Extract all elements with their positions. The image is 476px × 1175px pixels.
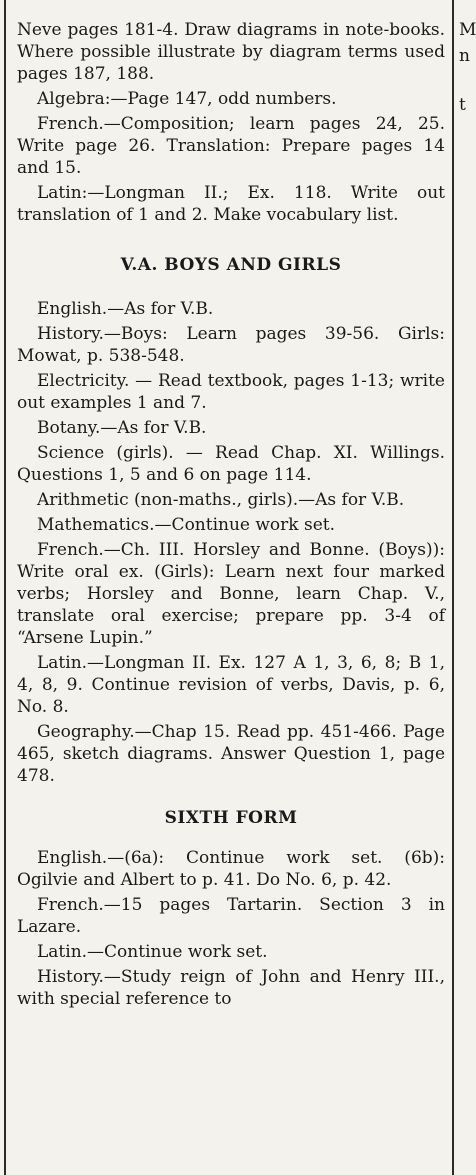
homework-entry: Electricity. — Read textbook, pages 1-13; write out examples 1 and 7.: [17, 371, 445, 413]
adjacent-column-fragment: t: [459, 95, 466, 115]
intro-paragraph: Latin:—Longman II.; Ex. 118. Write out translation of 1 and 2. Make vocabulary list.: [17, 183, 445, 225]
intro-paragraph: Algebra:—Page 147, odd numbers.: [37, 89, 337, 109]
column-rule-right: [452, 0, 454, 1175]
homework-entry: French.—15 pages Tartarin. Section 3 in Lazare.: [17, 895, 445, 937]
homework-entry: French.—Ch. III. Horsley and Bonne. (Boys)): Write oral ex. (Girls): Learn next four marked verbs; Horsley and Bonne, learn Chap. V., translate oral exercise; prepare pp. 3-4 of “Arsene Lupin.”: [17, 540, 445, 648]
homework-entry: History.—Boys: Learn pages 39-56. Girls: Mowat, p. 538-548.: [17, 324, 445, 366]
homework-entry: History.—Study reign of John and Henry III., with special reference to: [17, 967, 445, 1009]
homework-entry: Latin.—Longman II. Ex. 127 A 1, 3, 6, 8; B 1, 4, 8, 9. Continue revision of verbs, Davis, p. 6, No. 8.: [17, 653, 445, 717]
homework-entry: Botany.—As for V.B.: [37, 418, 207, 438]
column-rule-left: [4, 0, 6, 1175]
newspaper-column: [17, 19, 445, 1013]
homework-entry: Geography.—Chap 15. Read pp. 451-466. Page 465, sketch diagrams. Answer Question 1, page 478.: [17, 722, 445, 786]
adjacent-column-fragment: M: [459, 20, 476, 40]
section-heading-va: V.A. BOYS AND GIRLS: [120, 255, 342, 275]
homework-entry: Arithmetic (non-maths., girls).—As for V.B.: [37, 490, 405, 510]
homework-entry: Science (girls). — Read Chap. XI. Willings. Questions 1, 5 and 6 on page 114.: [17, 443, 445, 485]
intro-paragraph: French.—Composition; learn pages 24, 25. Write page 26. Translation: Prepare pages 14 and 15.: [17, 114, 445, 178]
adjacent-column-fragment: n: [459, 46, 470, 66]
homework-entry: English.—(6a): Continue work set. (6b): Ogilvie and Albert to p. 41. Do No. 6, p. 42.: [17, 848, 445, 890]
intro-paragraph: Neve pages 181-4. Draw diagrams in note-books. Where possible illustrate by diagram terms used pages 187, 188.: [17, 20, 445, 84]
homework-entry: Latin.—Continue work set.: [37, 942, 268, 962]
section-heading-sixth-form: SIXTH FORM: [164, 808, 298, 828]
homework-entry: English.—As for V.B.: [37, 299, 214, 319]
homework-entry: Mathematics.—Continue work set.: [37, 515, 336, 535]
